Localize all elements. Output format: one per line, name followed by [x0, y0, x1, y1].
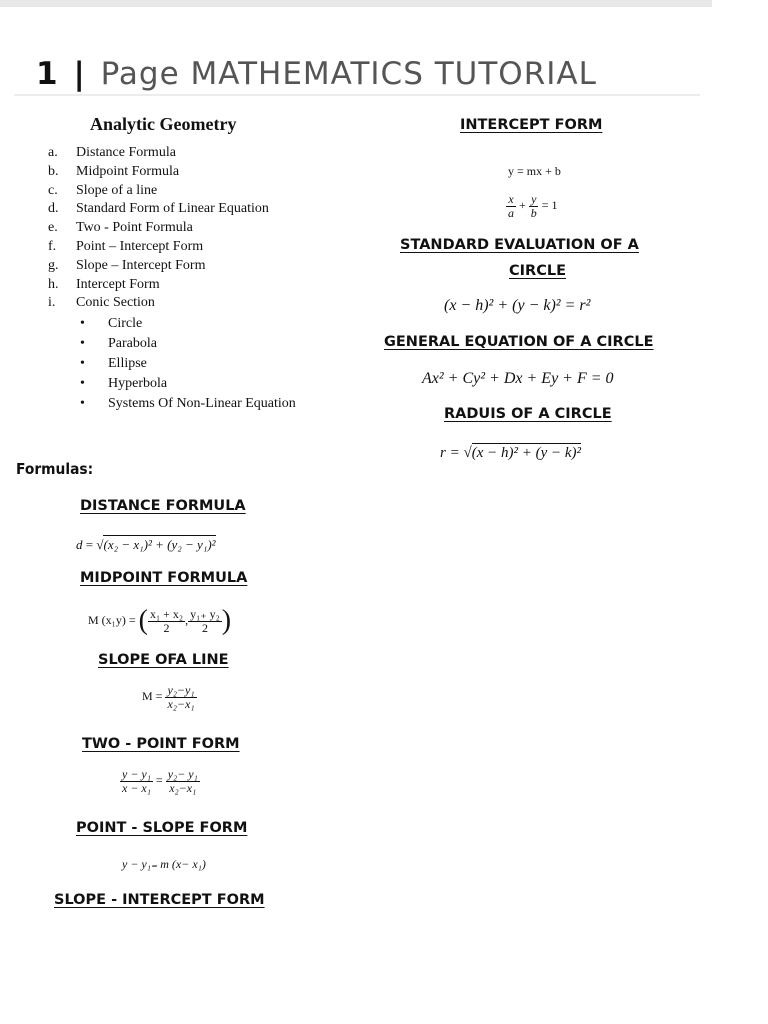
- list-item: [80, 374, 296, 394]
- denominator: x₂−x₁: [167, 696, 195, 711]
- top-edge: [0, 0, 712, 7]
- sqrt-icon: √: [96, 537, 104, 552]
- list-text: Slope – Intercept Form: [76, 257, 206, 273]
- comma: ,: [185, 612, 189, 627]
- point-slope-heading: POINT - SLOPE FORM: [76, 820, 248, 836]
- numerator: x: [508, 192, 514, 206]
- denominator: 2: [163, 620, 170, 635]
- list-text: Slope of a line: [76, 182, 158, 198]
- radius-formula: [440, 445, 581, 462]
- fraction: [165, 684, 196, 710]
- list-letter: d.: [48, 201, 59, 217]
- list-item: [80, 314, 296, 334]
- analytic-geometry-heading: Analytic Geometry: [90, 114, 237, 134]
- formula-lhs: d: [76, 537, 83, 552]
- list-letter: e.: [48, 220, 58, 236]
- formula-lhs: M (x₁y) =: [88, 612, 136, 627]
- formulas-label: Formulas:: [16, 460, 94, 478]
- list-item: [48, 219, 269, 238]
- standard-circle-heading: STANDARD EVALUATION OF A: [400, 237, 639, 253]
- midpoint-formula: [88, 605, 231, 637]
- list-text: Parabola: [108, 336, 157, 351]
- list-item: [48, 163, 269, 182]
- standard-circle-formula: (x − h)² + (y − k)² = r²: [444, 297, 591, 314]
- numerator: y₂− y₁: [167, 767, 198, 781]
- slope-intercept-formula: y = mx + b: [508, 164, 561, 178]
- denominator: x₂−x₁: [169, 780, 197, 795]
- list-text: Midpoint Formula: [76, 163, 180, 179]
- list-item: [80, 354, 296, 374]
- numerator: y: [531, 192, 537, 206]
- bullet-icon: •: [80, 396, 85, 411]
- page-word: Page: [100, 56, 180, 92]
- general-circle-heading: GENERAL EQUATION OF A CIRCLE: [384, 334, 654, 350]
- conic-sublist: [80, 314, 296, 414]
- denominator: a: [508, 205, 514, 220]
- formula-equals: =: [85, 537, 94, 552]
- list-text: Standard Form of Linear Equation: [76, 201, 269, 217]
- formula-lhs: M =: [142, 688, 163, 703]
- sqrt-icon: √: [463, 445, 472, 461]
- distance-formula-heading: DISTANCE FORMULA: [80, 498, 246, 514]
- page-title: MATHEMATICS TUTORIAL: [190, 56, 597, 92]
- numerator: y₂−y₁: [167, 683, 195, 697]
- list-text: Ellipse: [108, 356, 147, 371]
- header-separator: |: [73, 56, 86, 92]
- formula-rhs: = 1: [541, 197, 558, 212]
- formula-radicand: (x − h)² + (y − k)²: [471, 445, 582, 461]
- page-header: [36, 56, 597, 92]
- two-point-formula: [120, 768, 200, 794]
- bullet-icon: •: [80, 356, 85, 371]
- topic-list: [48, 144, 269, 313]
- point-slope-formula: y − y₁₌ m (x− x₁): [122, 857, 206, 871]
- formula-lhs: r =: [440, 445, 460, 461]
- general-circle-formula: Ax² + Cy² + Dx + Ey + F = 0: [422, 370, 614, 387]
- list-item: [80, 334, 296, 354]
- open-paren: (: [138, 605, 148, 636]
- list-letter: i.: [48, 295, 56, 311]
- list-letter: c.: [48, 182, 58, 198]
- list-letter: a.: [48, 145, 58, 160]
- list-text: Circle: [108, 316, 143, 331]
- close-paren: ): [221, 605, 232, 636]
- list-item: [80, 394, 296, 414]
- fraction: [148, 608, 185, 634]
- distance-formula: [76, 537, 216, 553]
- list-item: [48, 276, 269, 295]
- list-text: Point – Intercept Form: [76, 238, 204, 254]
- list-item: [48, 238, 269, 257]
- denominator: 2: [201, 620, 208, 635]
- list-text: Intercept Form: [76, 276, 160, 292]
- list-text: Conic Section: [76, 295, 155, 311]
- formula-equals: =: [155, 772, 163, 787]
- denominator: b: [530, 205, 537, 220]
- intercept-formula: [506, 193, 558, 219]
- midpoint-formula-heading: MIDPOINT FORMULA: [80, 570, 248, 586]
- formula-radicand: (x₂ − x₁)² + (y₂ − y₁)²: [103, 537, 216, 552]
- fraction: [120, 768, 153, 794]
- radius-heading: RADUIS OF A CIRCLE: [444, 406, 612, 422]
- list-item: [48, 182, 269, 201]
- list-letter: b.: [48, 163, 59, 179]
- slope-heading: SLOPE OFA LINE: [98, 652, 229, 668]
- fraction: [506, 193, 516, 219]
- two-point-heading: TWO - POINT FORM: [82, 736, 240, 752]
- fraction: [166, 768, 200, 794]
- list-text: Two - Point Formula: [76, 220, 193, 236]
- list-item: [48, 144, 269, 163]
- standard-circle-heading-line2: CIRCLE: [509, 263, 566, 279]
- numerator: x₁ + x₂: [149, 606, 184, 621]
- slope-intercept-heading: SLOPE - INTERCEPT FORM: [54, 892, 265, 908]
- list-item: [48, 257, 269, 276]
- list-text: Hyperbola: [108, 376, 168, 391]
- denominator: x − x₁: [122, 780, 151, 795]
- list-item: [48, 200, 269, 219]
- slope-formula: [142, 684, 197, 710]
- bullet-icon: •: [80, 336, 85, 351]
- bullet-icon: •: [80, 376, 85, 391]
- page-number: 1: [36, 56, 59, 92]
- header-rule: [14, 94, 700, 96]
- list-text: Distance Formula: [76, 145, 176, 160]
- numerator: y − y₁: [122, 767, 151, 781]
- bullet-icon: •: [80, 316, 85, 331]
- numerator: y₁₊ y₂: [190, 606, 220, 621]
- fraction: [529, 193, 539, 219]
- list-letter: f.: [48, 238, 57, 254]
- list-letter: g.: [48, 257, 59, 273]
- list-text: Systems Of Non-Linear Equation: [108, 396, 296, 411]
- list-item: [48, 294, 269, 313]
- list-letter: h.: [48, 276, 59, 292]
- fraction: [188, 608, 222, 634]
- plus-sign: +: [519, 197, 526, 212]
- intercept-form-heading: INTERCEPT FORM: [460, 117, 603, 133]
